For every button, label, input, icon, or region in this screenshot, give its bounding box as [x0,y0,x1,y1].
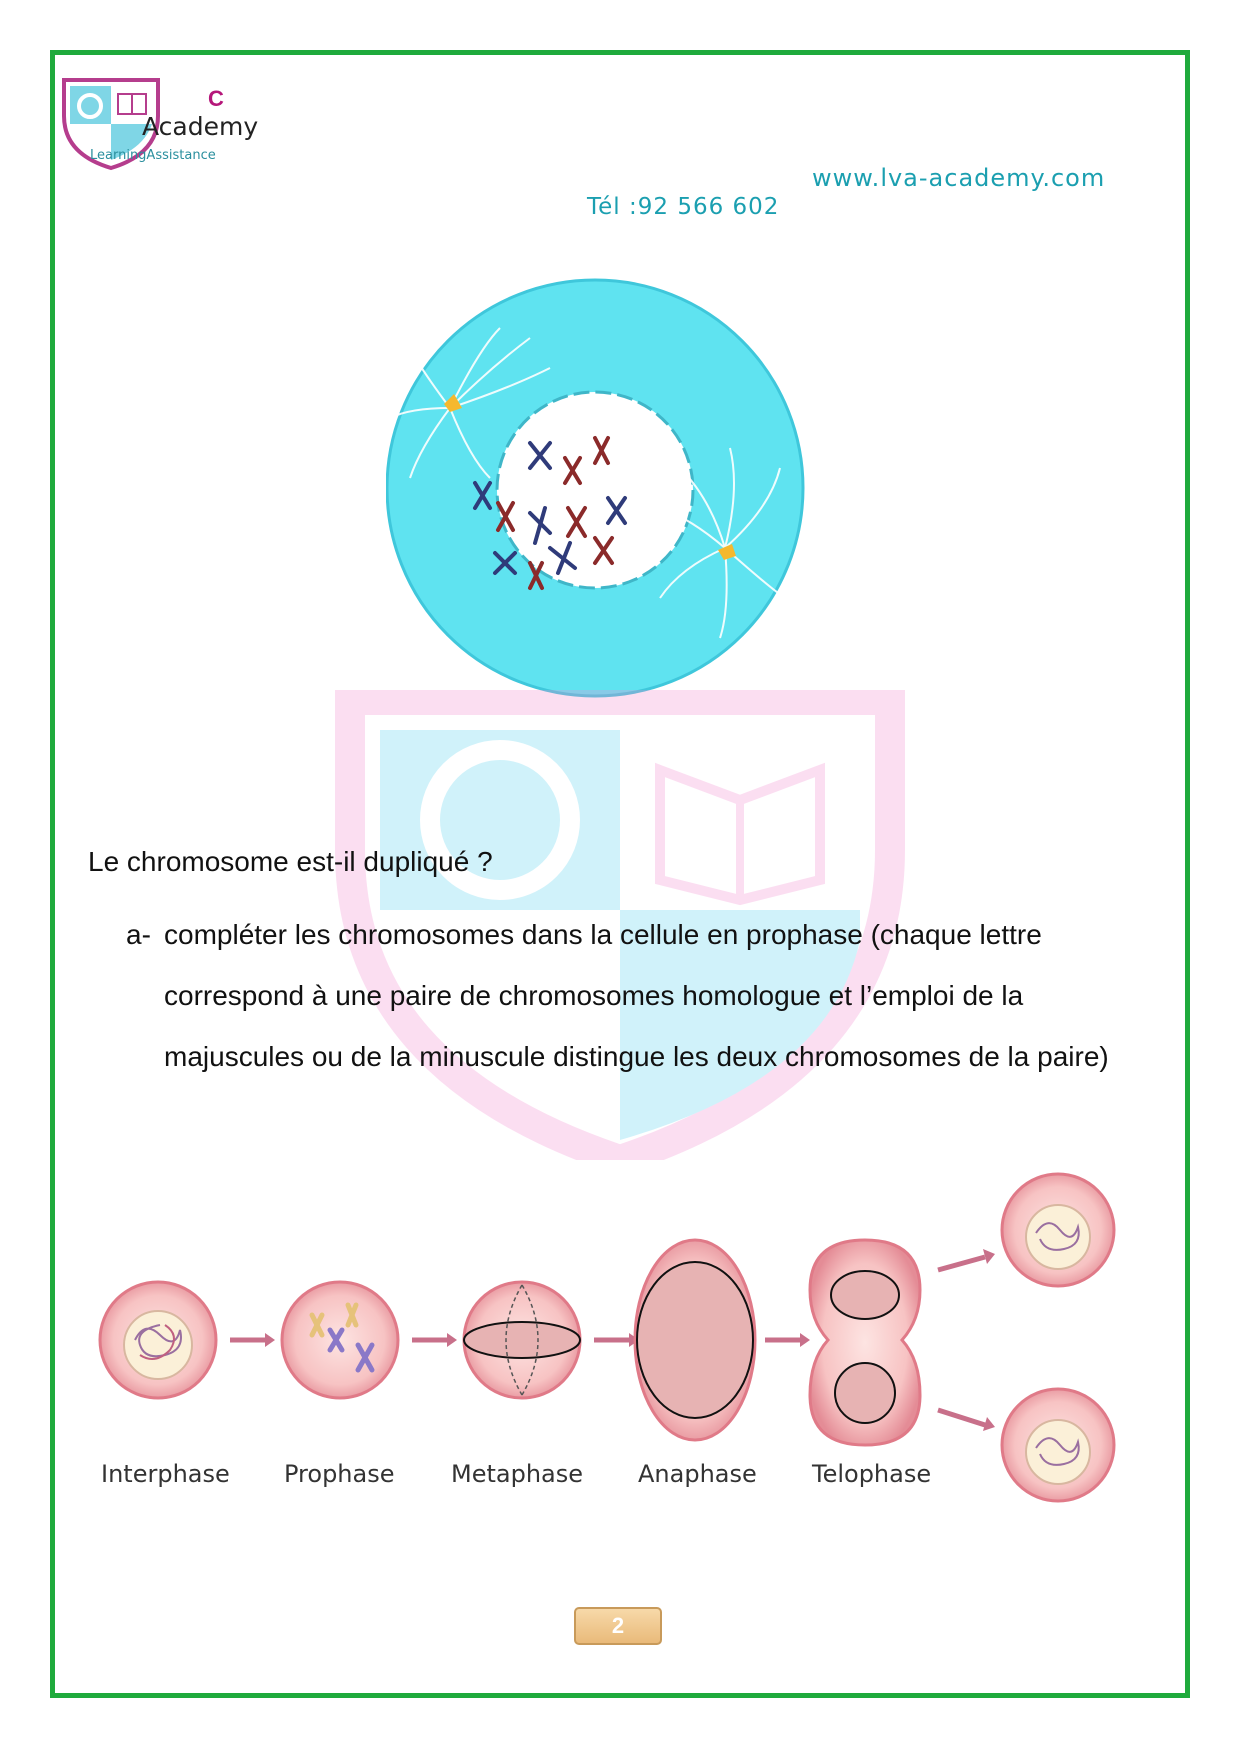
item-marker: a- [126,919,151,950]
question-heading: Le chromosome est-il dupliqué ? [88,846,493,877]
prophase-cell-illustration [380,268,810,708]
logo-tagline: LearningAssistance [90,148,216,163]
phase-label-metaphase: Metaphase [451,1460,584,1488]
item-text: compléter les chromosomes dans la cellule en prophase (chaque lettre correspond à une paire de chromosomes homologue et l’emploi de la majuscules ou de la minuscule distingue les deux chromosomes de la paire) [164,919,1109,1072]
question-item-a [126,904,1136,1087]
phase-label-interphase: Interphase [101,1460,230,1488]
anaphase-cell-icon [635,1240,755,1440]
interphase-cell-icon [100,1282,216,1398]
telophase-cell-icon [810,1240,920,1445]
page-number: 2 [574,1607,662,1645]
phase-label-anaphase: Anaphase [638,1460,757,1488]
logo-wordmark: Academy [142,112,259,141]
logo-letter: C [208,86,224,111]
metaphase-cell-icon [464,1282,580,1398]
daughter-cell-top-icon [1002,1174,1114,1286]
prophase-cell-icon [282,1282,398,1398]
mitosis-phases-diagram [90,1145,1150,1535]
phase-label-telophase: Telophase [812,1460,932,1488]
phase-label-prophase: Prophase [284,1460,395,1488]
website-link[interactable]: www.lva-academy.com [812,164,1106,192]
phone-number: Tél :92 566 602 [587,194,780,220]
daughter-cell-bottom-icon [1002,1389,1114,1501]
